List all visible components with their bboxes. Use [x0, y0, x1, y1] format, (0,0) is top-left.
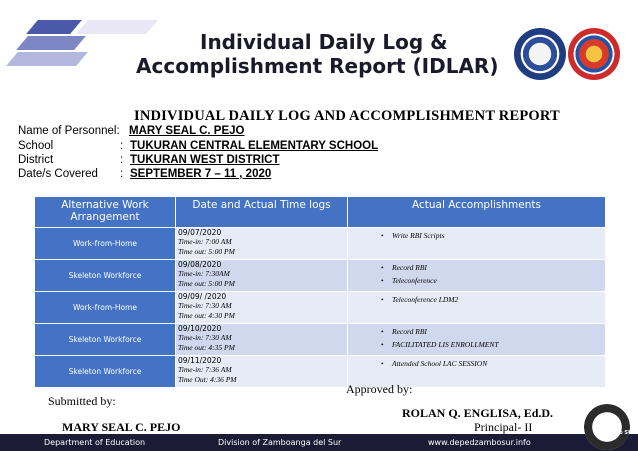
- approver-title: Principal- II: [474, 420, 533, 434]
- time-out: Time Out: 4:36 PM: [178, 375, 237, 384]
- dates-label: Date/s Covered: [18, 168, 98, 180]
- colon: :: [120, 154, 124, 166]
- log-date: 09/10/2020: [178, 324, 222, 333]
- banner-title-line2: Accomplishment Report (IDLAR): [136, 54, 499, 78]
- accomplishment-item: • Record RBI: [392, 261, 605, 274]
- footer-department: Department of Education: [44, 438, 146, 447]
- accomplishment-cell: [348, 324, 606, 356]
- time-in: Time-in: 7:30AM: [178, 269, 230, 278]
- arrangement-cell: Work-from-Home: [35, 292, 176, 324]
- accomplishment-item: • Teleconference LDM2: [392, 293, 605, 306]
- banner-stripe: [16, 36, 86, 50]
- submitted-label: Submitted by:: [48, 394, 116, 408]
- timelog-cell: [176, 356, 348, 388]
- arrangement-cell: Work-from-Home: [35, 228, 176, 260]
- time-out: Time out: 5:00 PM: [178, 247, 235, 256]
- banner-title-line1: Individual Daily Log &: [200, 30, 448, 54]
- submitter-name: MARY SEAL C. PEJO: [62, 420, 181, 434]
- column-header-accomplishments: Actual Accomplishments: [348, 197, 606, 228]
- timelog-cell: [176, 260, 348, 292]
- approver-name: ROLAN Q. ENGLISA, Ed.D.: [402, 406, 554, 420]
- footer-website[interactable]: www.depedzambosur.info: [428, 438, 531, 447]
- arrangement-cell: Skeleton Workforce: [35, 356, 176, 388]
- dates-value: SEPTEMBER 7 – 11 , 2020: [130, 168, 272, 180]
- log-date: 09/07/2020: [178, 228, 222, 237]
- footer-division: Division of Zamboanga del Sur: [218, 438, 342, 447]
- accomplishment-list: [348, 292, 605, 306]
- table-row: [35, 260, 606, 292]
- approved-label: Approved by:: [346, 382, 413, 396]
- table-row: [35, 228, 606, 260]
- accomplishment-list: [348, 260, 605, 287]
- district-value: TUKURAN WEST DISTRICT: [130, 154, 280, 166]
- school-value: TUKURAN CENTRAL ELEMENTARY SCHOOL: [130, 140, 379, 152]
- name-value: MARY SEAL C. PEJO: [129, 125, 245, 137]
- timelog-cell: [176, 228, 348, 260]
- log-date: 09/09/ /2020: [178, 292, 227, 301]
- time-in: Time-in: 7:00 AM: [178, 237, 232, 246]
- column-header-arrangement: Alternative Work Arrangement: [35, 197, 176, 228]
- time-in: Time-in: 7:36 AM: [178, 365, 232, 374]
- time-out: Time out: 4:30 PM: [178, 311, 235, 320]
- accomplishment-cell: [348, 292, 606, 324]
- accomplishment-item: • Attended School LAC SESSION: [392, 357, 605, 370]
- accomplishment-table: [34, 196, 606, 388]
- log-date: 09/08/2020: [178, 260, 222, 269]
- arrangement-cell: Skeleton Workforce: [35, 260, 176, 292]
- badge-text: SURE ako SUR: [596, 430, 636, 436]
- column-header-timelogs: Date and Actual Time logs: [176, 197, 348, 228]
- table-row: [35, 324, 606, 356]
- name-label: Name of Personnel:: [18, 125, 120, 137]
- district-label: District: [18, 154, 54, 166]
- colon: :: [120, 140, 124, 152]
- accomplishment-list: [348, 324, 605, 351]
- sure-sur-badge-icon: [584, 404, 630, 450]
- time-out: Time out: 4:35 PM: [178, 343, 235, 352]
- accomplishment-item: • FACILITATED LIS ENROLLMENT: [392, 338, 605, 351]
- colon: :: [120, 168, 124, 180]
- time-in: Time-in: 7:30 AM: [178, 301, 232, 310]
- banner-stripe: [26, 20, 82, 34]
- table-row: [35, 292, 606, 324]
- accomplishment-item: • Write RBI Scripts: [392, 229, 605, 242]
- idlar-banner: [0, 0, 638, 84]
- time-in: Time-in: 7:30 AM: [178, 333, 232, 342]
- table-header-row: [35, 197, 606, 228]
- log-date: 09/11/2020: [178, 356, 222, 365]
- accomplishment-item: • Record RBI: [392, 325, 605, 338]
- deped-seal-icon: [568, 28, 620, 80]
- footer-bar: [0, 434, 638, 451]
- division-seal-icon: [514, 28, 566, 80]
- accomplishment-list: [348, 228, 605, 242]
- timelog-cell: [176, 292, 348, 324]
- accomplishment-cell: [348, 228, 606, 260]
- accomplishment-cell: [348, 260, 606, 292]
- accomplishment-list: [348, 356, 605, 370]
- arrangement-cell: Skeleton Workforce: [35, 324, 176, 356]
- accomplishment-item: • Teleconference: [392, 274, 605, 287]
- banner-stripe: [6, 52, 88, 66]
- timelog-cell: [176, 324, 348, 356]
- banner-title: [136, 30, 498, 78]
- table-row: [35, 356, 606, 388]
- school-label: School: [18, 140, 54, 152]
- time-out: Time out: 5:00 PM: [178, 279, 235, 288]
- document-title: INDIVIDUAL DAILY LOG AND ACCOMPLISHMENT REPORT: [134, 108, 560, 124]
